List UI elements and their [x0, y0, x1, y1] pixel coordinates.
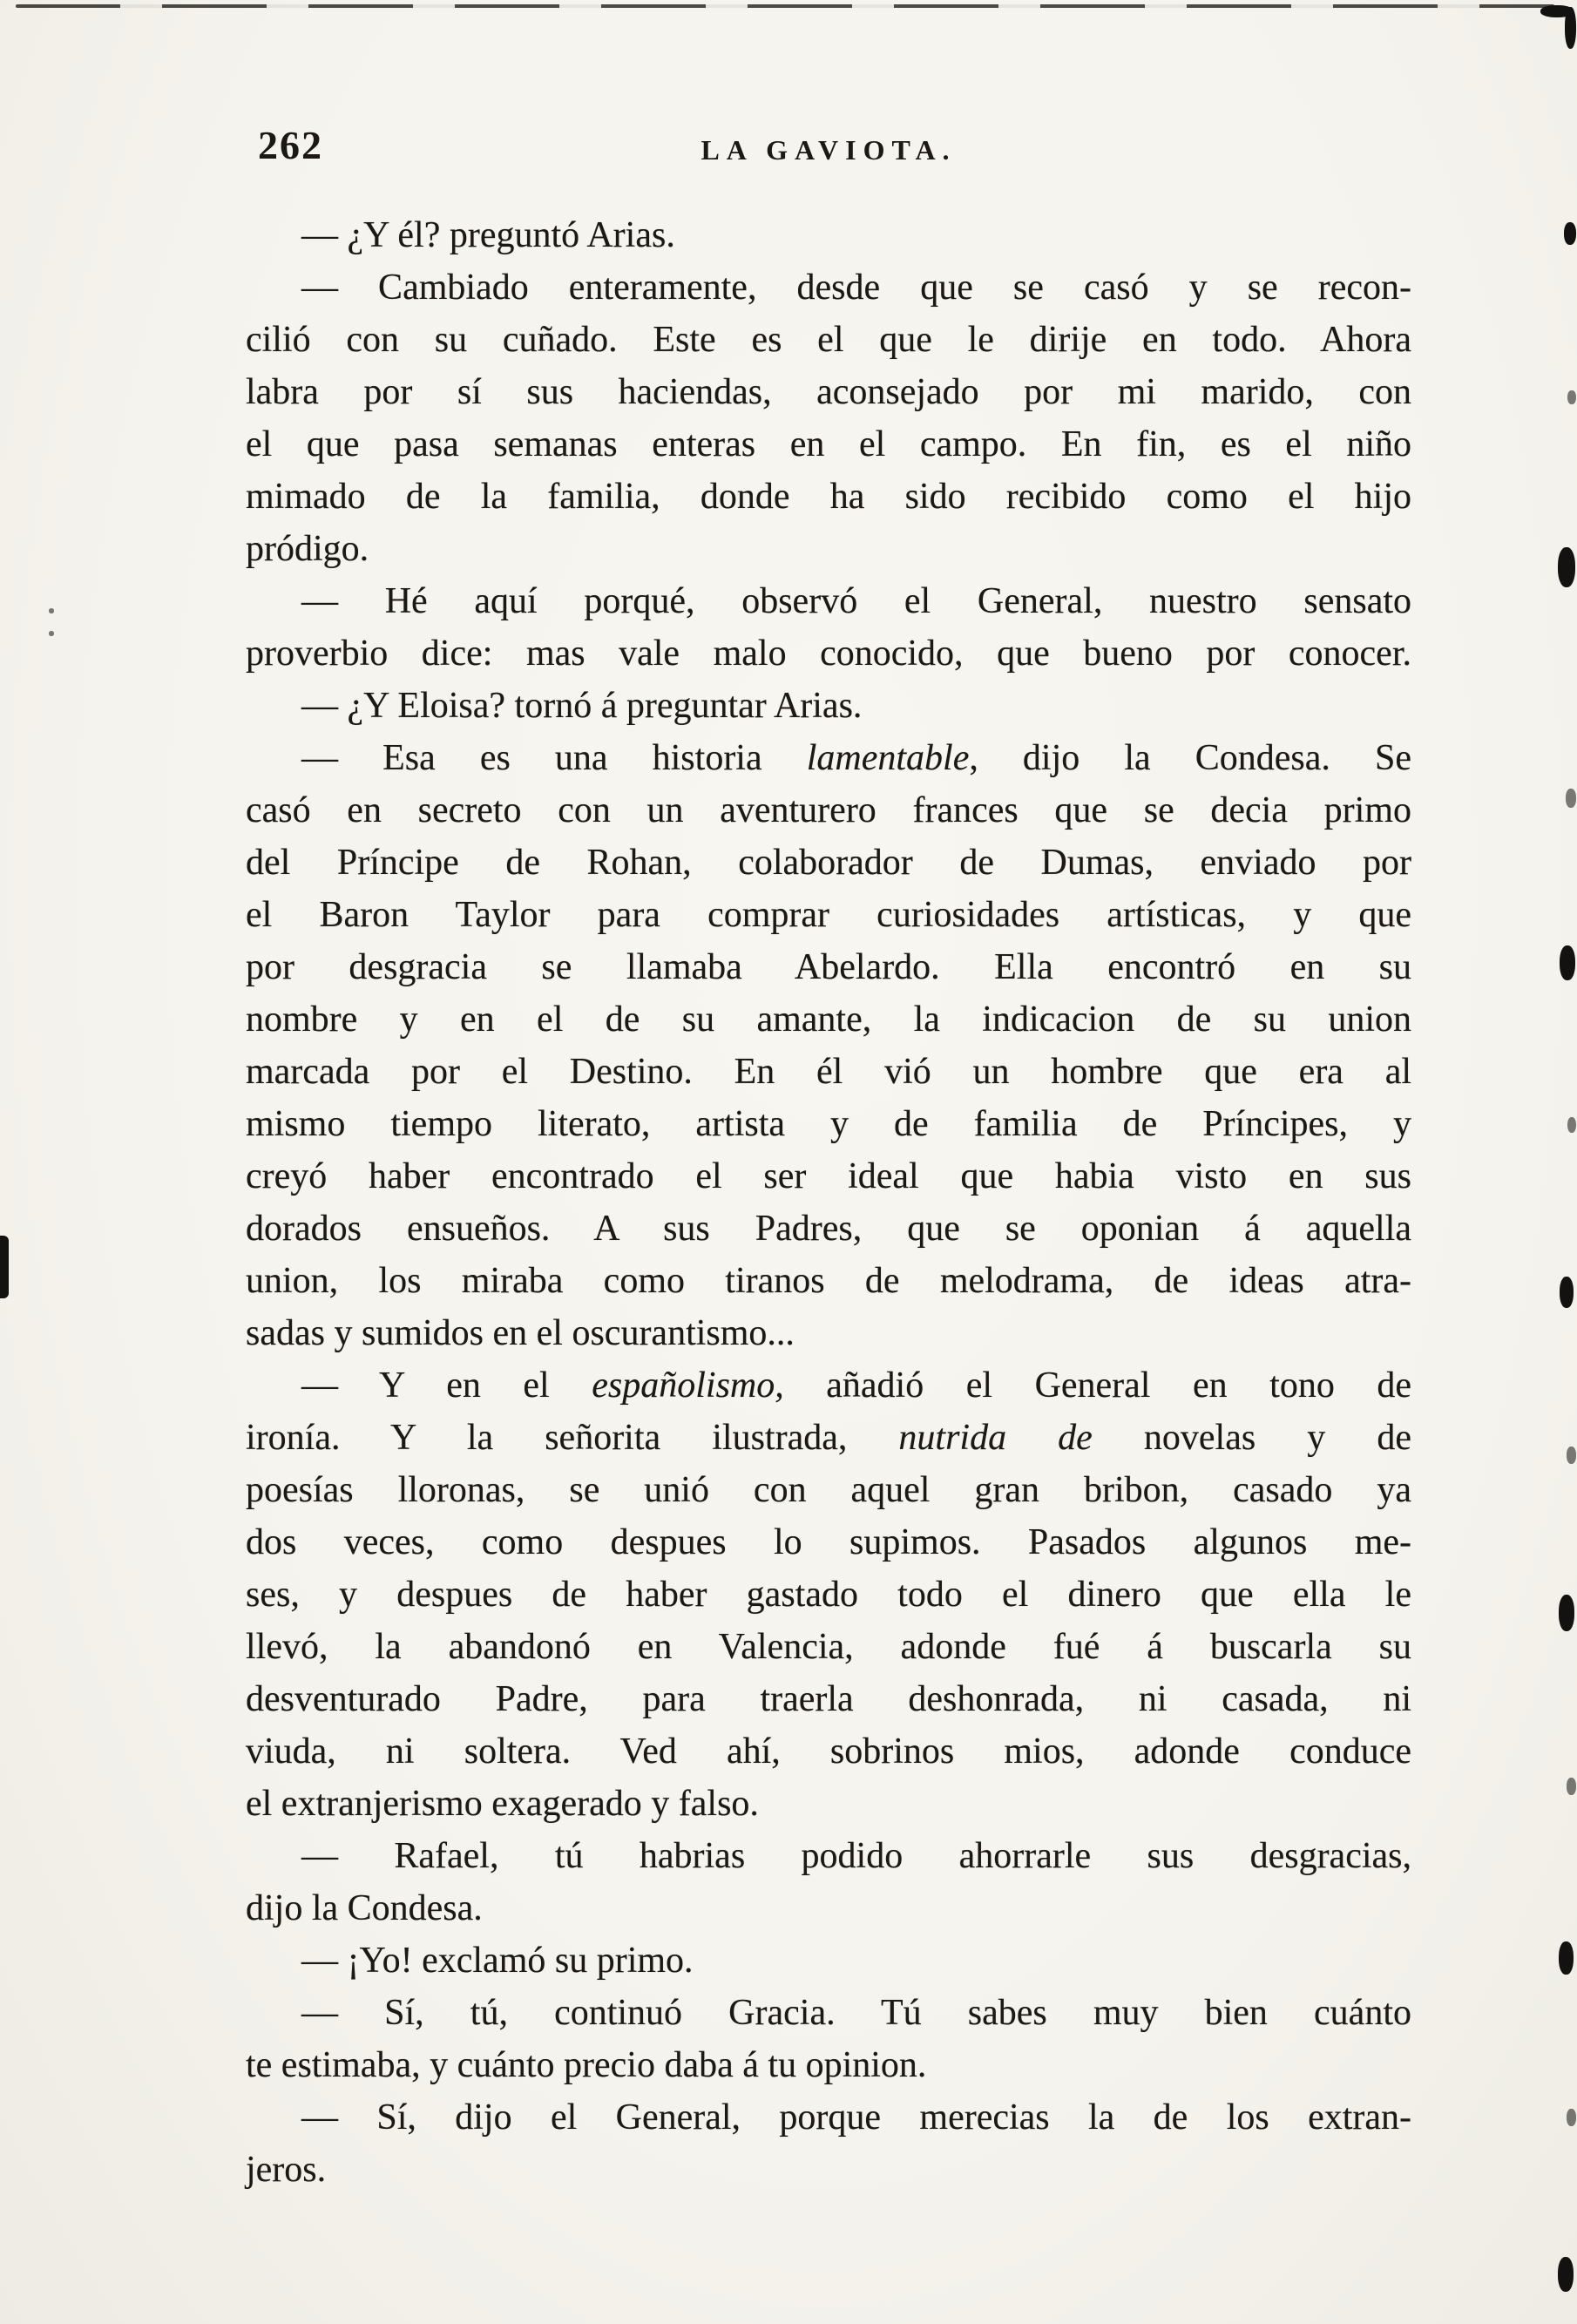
text-line [246, 1621, 1411, 1673]
text-line [246, 2039, 1411, 2091]
text-line [246, 1412, 1411, 1464]
running-title: LA GAVIOTA. [701, 134, 957, 166]
text-line [246, 1307, 1411, 1359]
text-line [246, 575, 1411, 627]
text-segment: dorados ensueños. A sus Padres, que se oponian á aquella [246, 1209, 1411, 1249]
text-line [246, 941, 1411, 993]
text-segment: del Príncipe de Rohan, colaborador de Dumas, enviado por [246, 843, 1411, 883]
italic-text-segment: españolismo, [592, 1365, 784, 1406]
text-line [246, 314, 1411, 366]
text-line [246, 1673, 1411, 1725]
text-segment: , dijo la Condesa. Se [969, 738, 1412, 778]
text-segment: desventurado Padre, para traerla deshonrada, ni casada, ni [246, 1679, 1411, 1719]
text-segment: el Baron Taylor para comprar curiosidades artísticas, y que [246, 895, 1411, 935]
text-line [246, 1934, 1411, 1987]
text-line [246, 889, 1411, 941]
scan-artifact [1560, 1277, 1574, 1308]
text-segment: — ¿Y Eloisa? tornó á preguntar Arias. [301, 686, 863, 726]
text-segment: ironía. Y la señorita ilustrada, [246, 1418, 899, 1458]
text-segment: mismo tiempo literato, artista y de familia de Príncipes, y [246, 1104, 1411, 1144]
scan-artifact [0, 1236, 9, 1298]
italic-text-segment: nutrida de [898, 1418, 1093, 1458]
text-segment: jeros. [246, 2150, 327, 2190]
text-line [246, 784, 1411, 837]
text-segment: añadió el General en tono de [783, 1365, 1411, 1406]
text-line [246, 523, 1411, 575]
page-content [246, 122, 1411, 2196]
text-segment: pródigo. [246, 529, 369, 569]
scan-artifact [1567, 2109, 1576, 2126]
text-segment: dijo la Condesa. [246, 1888, 483, 1928]
scan-artifact [1567, 1778, 1576, 1795]
text-segment: te estimaba, y cuánto precio daba á tu opinion. [246, 2045, 927, 2085]
scan-artifact [1567, 390, 1576, 404]
text-segment: — Sí, dijo el General, porque merecias la de los extran- [301, 2097, 1411, 2138]
text-line [246, 732, 1411, 784]
text-line [246, 2091, 1411, 2144]
text-line [246, 1882, 1411, 1934]
scan-artifact-top-edge [16, 4, 1554, 8]
text-line [246, 1516, 1411, 1569]
text-line [246, 680, 1411, 732]
text-line [246, 993, 1411, 1046]
text-segment: sadas y sumidos en el oscurantismo... [246, 1313, 795, 1353]
text-segment: mimado de la familia, donde ha sido recibido como el hijo [246, 477, 1411, 517]
text-segment: casó en secreto con un aventurero frances que se decia primo [246, 790, 1411, 830]
text-segment: el que pasa semanas enteras en el campo. En fin, es el niño [246, 424, 1411, 464]
page-number: 262 [258, 123, 323, 167]
text-line [246, 1255, 1411, 1307]
scan-artifact [1558, 2257, 1574, 2292]
text-segment: llevó, la abandonó en Valencia, adonde fué á buscarla su [246, 1627, 1411, 1667]
text-segment: union, los miraba como tiranos de melodrama, de ideas atra- [246, 1261, 1411, 1301]
text-line [246, 261, 1411, 314]
text-line [246, 1778, 1411, 1830]
text-segment: — Esa es una historia [301, 738, 807, 778]
text-segment: viuda, ni soltera. Ved ahí, sobrinos mios, adonde conduce [246, 1731, 1411, 1772]
text-line [246, 1203, 1411, 1255]
text-line [246, 418, 1411, 471]
scan-artifact [1559, 1595, 1574, 1631]
scan-artifact [1567, 1117, 1576, 1133]
text-segment: nombre y en el de su amante, la indicacion de su union [246, 999, 1411, 1040]
text-segment: ses, y despues de haber gastado todo el dinero que ella le [246, 1575, 1411, 1615]
text-segment: — ¡Yo! exclamó su primo. [301, 1941, 694, 1981]
text-line [246, 1725, 1411, 1778]
text-line [246, 1830, 1411, 1882]
text-segment: — Cambiado enteramente, desde que se casó y se recon- [301, 268, 1411, 308]
scan-artifact [1566, 789, 1576, 808]
text-segment: — ¿Y él? preguntó Arias. [301, 215, 675, 255]
text-segment: — Sí, tú, continuó Gracia. Tú sabes muy bien cuánto [301, 1993, 1411, 2033]
text-line [246, 1359, 1411, 1412]
text-line [246, 837, 1411, 889]
text-line [246, 1098, 1411, 1150]
text-segment: — Rafael, tú habrias podido ahorrarle sus desgracias, [301, 1836, 1411, 1876]
text-segment: poesías lloronas, se unió con aquel gran bribon, casado ya [246, 1470, 1411, 1510]
text-segment: proverbio dice: mas vale malo conocido, que bueno por conocer. [246, 634, 1411, 674]
text-line [246, 1150, 1411, 1203]
italic-text-segment: lamentable [806, 738, 970, 778]
text-segment: dos veces, como despues lo supimos. Pasados algunos me- [246, 1522, 1411, 1562]
text-segment: — Y en el [301, 1365, 592, 1406]
scan-artifact [1558, 547, 1575, 587]
scan-artifact [49, 608, 54, 613]
text-segment: marcada por el Destino. En él vió un hombre que era al [246, 1052, 1411, 1092]
text-segment: novelas y de [1092, 1418, 1411, 1458]
text-segment: labra por sí sus haciendas, aconsejado por mi marido, con [246, 372, 1411, 412]
text-line [246, 471, 1411, 523]
text-segment: — Hé aquí porqué, observó el General, nuestro sensato [301, 581, 1411, 621]
scan-artifact [49, 631, 54, 636]
text-segment: cilió con su cuñado. Este es el que le dirije en todo. Ahora [246, 320, 1411, 360]
text-line [246, 209, 1411, 261]
scan-artifact [1560, 945, 1575, 980]
text-line [246, 627, 1411, 680]
text-segment: por desgracia se llamaba Abelardo. Ella encontró en su [246, 947, 1411, 987]
text-line [246, 1569, 1411, 1621]
scan-artifact [1567, 1447, 1576, 1464]
scan-artifact [1564, 222, 1576, 245]
text-line [246, 1046, 1411, 1098]
scan-artifact [1565, 7, 1576, 49]
scan-artifact [1559, 1941, 1574, 1975]
page-header [246, 122, 1411, 188]
text-line [246, 366, 1411, 418]
text-block [246, 209, 1411, 2196]
text-line [246, 1987, 1411, 2039]
text-line [246, 2144, 1411, 2196]
text-line [246, 1464, 1411, 1516]
text-segment: creyó haber encontrado el ser ideal que habia visto en sus [246, 1156, 1411, 1196]
text-segment: el extranjerismo exagerado y falso. [246, 1784, 759, 1824]
